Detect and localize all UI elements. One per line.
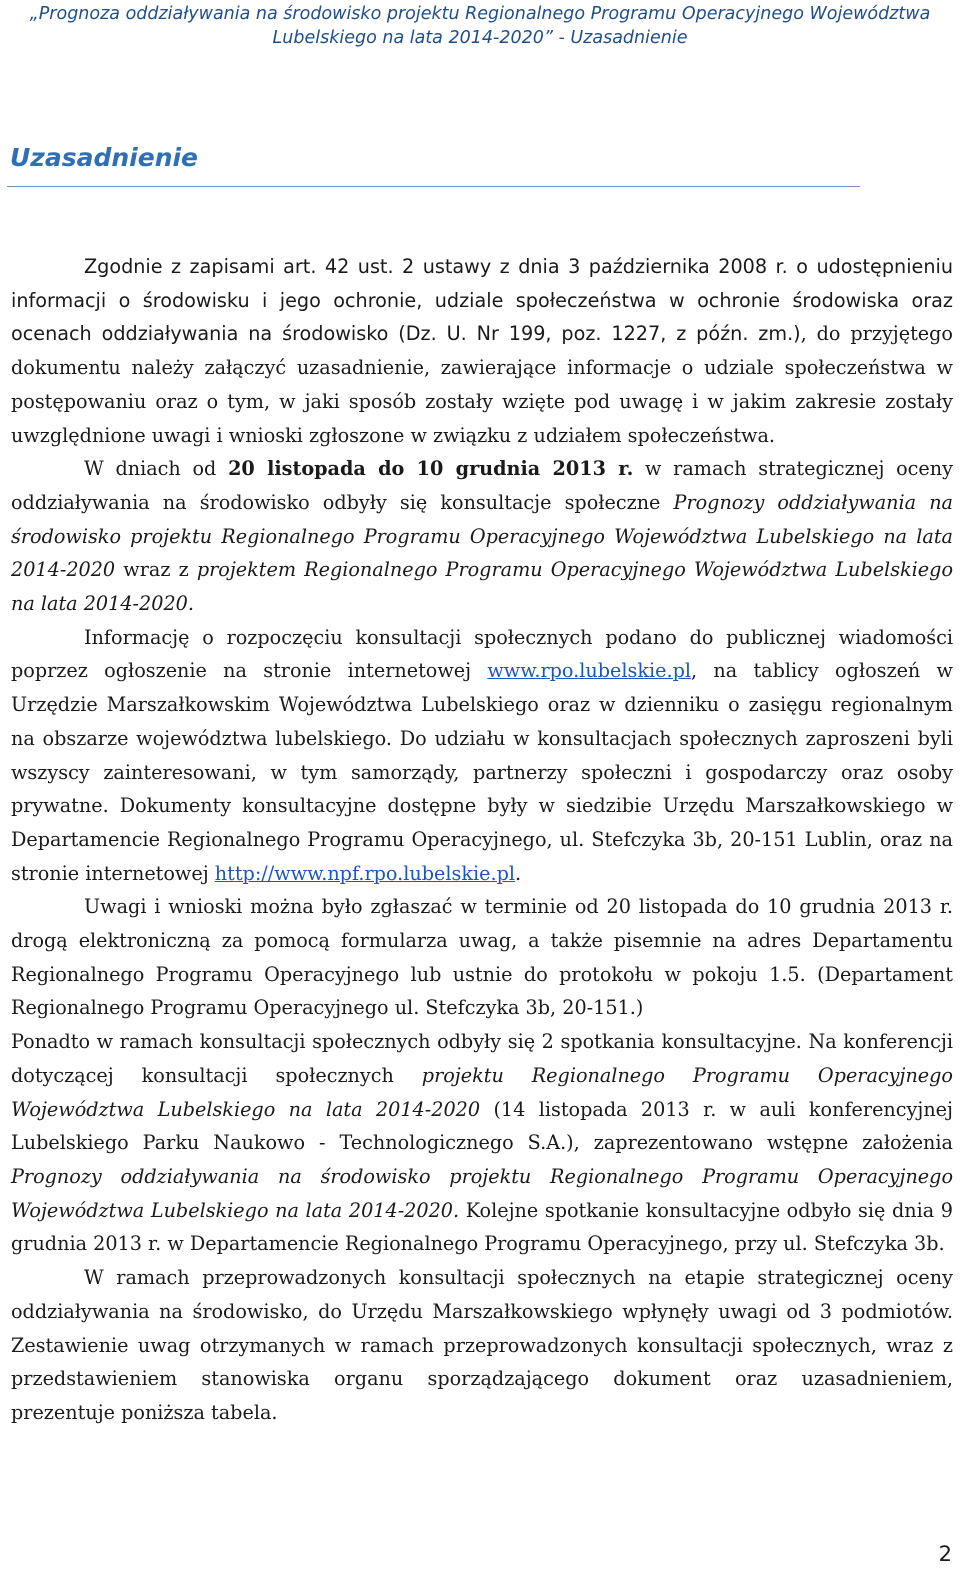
page-number: 2 (938, 1542, 952, 1566)
paragraph-submission-methods: Uwagi i wnioski można było zgłaszać w terminie od 20 listopada do 10 grudnia 2013 r. drogą elektroniczną za pomocą formularza uwag, a także pisemnie na adres Departamentu Regionalnego Programu Operacyjnego lub ustnie do protokołu w pokoju 1.5. (Departament Regionalnego Programu Operacyjnego ul. Stefczyka 3b, 20-151.) (11, 895, 953, 1020)
paragraph-comments-summary: W ramach przeprowadzonych konsultacji społecznych na etapie strategicznej oceny oddziaływania na środowisko, do Urzędu Marszałkowskiego wpłynęły uwagi od 3 podmiotów. Zestawienie uwag otrzymanych w ramach przeprowadzonych konsultacji społecznych, wraz z przedstawieniem stanowiska organu sporządzającego dokument oraz uzasadnieniem, prezentuje poniższa tabela. (11, 1266, 953, 1424)
paragraph-meetings: Ponadto w ramach konsultacji społecznych odbyły się 2 spotkania konsultacyjne. Na konferencji dotyczącej konsultacji społecznych projektu Regionalnego Programu Operacyjnego Województwa Lubelskiego na lata 2014-2020 (14 listopada 2013 r. w auli konferencyjnej Lubelskiego Parku Naukowo - Technologicznego S.A.), zaprezentowano wstępne założenia Prognozy oddziaływania na środowisko projektu Regionalnego Programu Operacyjnego Województwa Lubelskiego na lata 2014-2020. Kolejne spotkanie konsultacyjne odbyło się dnia 9 grudnia 2013 r. w Departamencie Regionalnego Programu Operacyjnego, przy ul. Stefczyka 3b. (11, 1030, 953, 1256)
section-title: Uzasadnienie (10, 143, 199, 172)
paragraph-consultation-dates: W dniach od 20 listopada do 10 grudnia 2013 r. w ramach strategicznej oceny oddziaływania na środowisko odbyły się konsultacje społeczne Prognozy oddziaływania na środowisko projektu Regionalnego Programu Operacyjnego Województwa Lubelskiego na lata 2014-2020 wraz z projektem Regionalnego Programu Operacyjnego Województwa Lubelskiego na lata 2014-2020. (11, 457, 953, 616)
legal-basis-citation: Zgodnie z zapisami art. 42 ust. 2 ustawy z dnia 3 października 2008 r. o udostępnieniu informacji o środowisku i jego ochronie, udziale społeczeństwa w ochronie środowiska oraz ocenach oddziaływania na środowisko (Dz. U. Nr 199, poz. 1227, z późn. zm.) (11, 255, 953, 346)
forecast-document-title: Prognozy oddziaływania na środowisko projektu Regionalnego Programu Operacyjnego Województwa Lubelskiego na lata 2014-2020 (11, 490, 953, 582)
consultation-date-range: 20 listopada do 10 grudnia 2013 r. (228, 457, 634, 481)
legal-basis-text: , do przyjętego dokumentu należy załączyć uzasadnienie, zawierające informacje o udziale społeczeństwa w postępowaniu oraz o tym, w jaki sposób zostały wzięte pod uwagę i w jakim zakresie zostały uwzględnione uwagi i wnioski zgłoszone w związku z udziałem społeczeństwa. (11, 322, 953, 447)
rpo-website-link[interactable]: www.rpo.lubelskie.pl (487, 659, 691, 683)
title-underline (7, 186, 860, 187)
paragraph-announcement: Informację o rozpoczęciu konsultacji społecznych podano do publicznej wiadomości poprzez ogłoszenie na stronie internetowej www.rpo.lubelskie.pl, na tablicy ogłoszeń w Urzędzie Marszałkowskim Województwa Lubelskiego oraz w dzienniku o zasięgu regionalnym na obszarze województwa lubelskiego. Do udziału w konsultacjach społecznych zaproszeni byli wszyscy zainteresowani, w tym samorządy, partnerzy społeczni i gospodarczy oraz osoby prywatne. Dokumenty konsultacyjne dostępne były w siedzibie Urzędu Marszałkowskiego w Departamencie Regionalnego Programu Operacyjnego, ul. Stefczyka 3b, 20-151 Lublin, oraz na stronie internetowej http://www.npf.rpo.lubelskie.pl. (11, 625, 953, 885)
document-body (11, 250, 953, 1430)
meeting-forecast-title: Prognozy oddziaływania na środowisko projektu Regionalnego Programu Operacyjnego Województwa Lubelskiego na lata 2014-2020. (11, 1164, 953, 1222)
running-header (0, 2, 960, 50)
meeting-project-title: projektu Regionalnego Programu Operacyjnego Województwa Lubelskiego na lata 2014-2020 (11, 1063, 953, 1121)
program-project-title: projektem Regionalnego Programu Operacyjnego Województwa Lubelskiego na lata 2014-2020. (11, 558, 953, 616)
paragraph-legal-basis (11, 250, 953, 452)
running-header-line-2: Lubelskiego na lata 2014-2020” - Uzasadnienie (272, 28, 688, 48)
npf-website-link[interactable]: http://www.npf.rpo.lubelskie.pl (214, 861, 515, 885)
running-header-line-1: „Prognoza oddziaływania na środowisko projektu Regionalnego Programu Operacyjnego Województwa (29, 4, 931, 24)
